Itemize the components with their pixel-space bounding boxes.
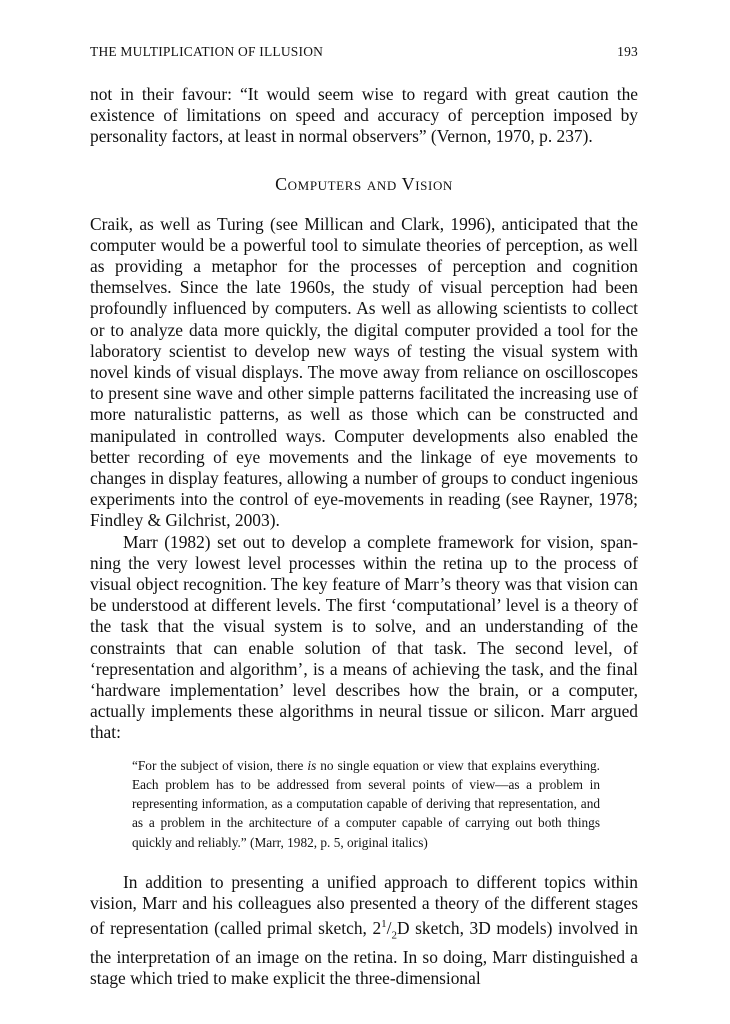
body-paragraph-1: Craik, as well as Turing (see Millican and Clark, 1996), anticipated that the computer would be a powerful tool to simulate theories of perception, as well as providing a metaphor for the processes of perception and cognition themselves. Since the late 1960s, the study of visual perception had been profoundly influenced by computers. As well as allowing scientists to collect or to analyze data more quickly, the digital computer provided a tool for the laboratory scientist to develop new ways of testing the visual system with novel kinds of visual displays. The move away from reliance on oscilloscopes to present sine wave and other simple patterns facilitated the increasing use of more naturalistic patterns, as well as those which can be constructed and manipulated in controlled ways. Computer developments also enabled the better recording of eye movements and the linkage of eye movements to changes in display features, allowing a number of groups to conduct ingenious experiments into the control of eye-movements in reading (see Rayner, 1978; Findley & Gilchrist, 2003). — [90, 213, 638, 531]
body-paragraph-3 — [90, 872, 638, 989]
book-page — [90, 44, 638, 989]
opening-paragraph: not in their favour: “It would seem wise to regard with great caution the existence of limitations on speed and accuracy of perception imposed by personality factors, at least in normal observers” (Vernon, 1970, p. 237). — [90, 84, 638, 147]
running-header — [90, 44, 638, 66]
quote-text-end: no single equation or view that explains everything. Each problem has to be addressed from several points of view—as a problem in representing information, as a computation capable of deriving that representation, and as a problem in the architecture of a computer capable of carrying out both things quickly and reliably.” (Marr, 1982, p. 5, original italics) — [132, 757, 600, 850]
running-title: THE MULTIPLICATION OF ILLUSION — [90, 44, 324, 59]
quote-italic-word: is — [307, 757, 317, 773]
fraction-denominator: 2 — [391, 929, 397, 942]
fraction-numerator: 1 — [381, 918, 387, 931]
quote-text — [132, 756, 600, 852]
quote-text-start: “For the subject of vision, there — [132, 757, 308, 773]
paragraph-3-part-a: In addition to presenting a unified approach to different topics within vision, Marr and his colleagues also presented a theory of the different stages of representation (called primal sketch, 2 — [90, 871, 638, 938]
page-number: 193 — [617, 44, 638, 59]
fraction-slash: / — [386, 917, 392, 938]
block-quote — [132, 756, 600, 852]
paragraph-3-part-b: D sketch, 3D models) involved in the interpretation of an image on the retina. In so doing, Marr distinguished a stage which tried to make explicit the three-dimensional — [90, 917, 638, 988]
section-heading: Computers and Vision — [275, 173, 453, 194]
body-paragraph-2: Marr (1982) set out to develop a complete framework for vision, spanning the very lowest level processes within the retina up to the process of visual object recognition. The key feature of Marr’s theory was that vision can be understood at different levels. The first ‘computational’ level is a theory of the task that the visual system is to solve, and an understanding of the constraints that can enable solution of that task. The second level, of ‘representation and algorithm’, is a means of achieving the task, and the final ‘hardware implementation’ level describes how the brain, or a computer, actually implements these algorithms in neural tissue or silicon. Marr argued that: — [90, 531, 638, 743]
